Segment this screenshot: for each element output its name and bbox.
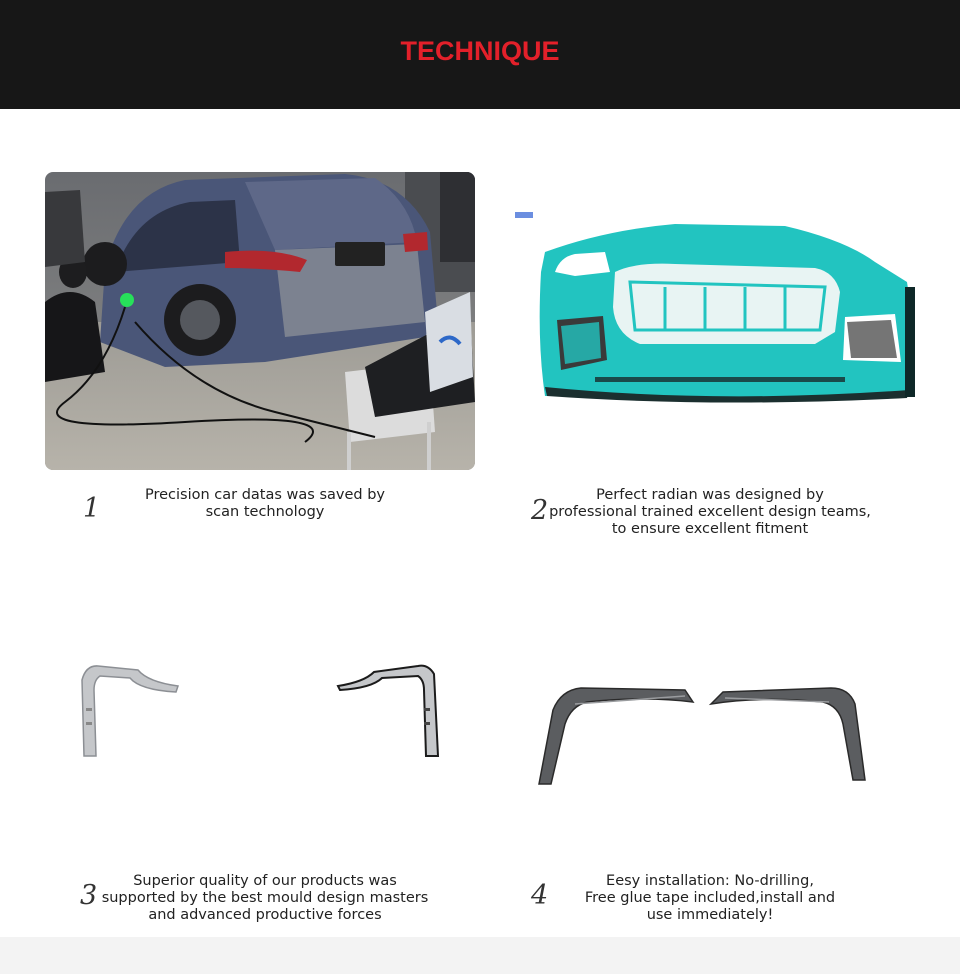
caption-1-line-2: scan technology bbox=[205, 504, 325, 520]
item-number-3: 3 bbox=[80, 880, 98, 911]
caption-1-line-1: Precision car datas was saved by bbox=[144, 487, 385, 503]
silver-trims-image bbox=[78, 660, 443, 760]
caption-3-line-1: Superior quality of our products was bbox=[133, 873, 397, 889]
item-number-1: 1 bbox=[83, 493, 101, 524]
caption-3-line-3: and advanced productive forces bbox=[148, 907, 382, 923]
item-number-2: 2 bbox=[531, 495, 549, 526]
caption-3 bbox=[95, 873, 435, 924]
scanning-photo bbox=[45, 172, 475, 470]
caption-4-line-2: Free glue tape included,install and bbox=[584, 890, 836, 906]
caption-2 bbox=[545, 487, 875, 538]
item-number-4: 4 bbox=[531, 880, 549, 911]
page-title: TECHNIQUE bbox=[400, 36, 560, 66]
caption-4 bbox=[570, 873, 850, 924]
dark-trims-image bbox=[535, 680, 870, 788]
footer-band bbox=[0, 937, 960, 974]
caption-2-line-3: to ensure excellent fitment bbox=[611, 521, 809, 537]
caption-4-line-3: use immediately! bbox=[646, 907, 774, 923]
caption-1 bbox=[110, 487, 420, 521]
caption-2-line-2: professional trained excellent design teams, bbox=[549, 504, 871, 520]
scan-render bbox=[515, 212, 920, 408]
caption-4-line-1: Eesy installation: No-drilling, bbox=[606, 873, 814, 889]
caption-2-line-1: Perfect radian was designed by bbox=[596, 487, 824, 503]
header-banner bbox=[0, 0, 960, 109]
caption-3-line-2: supported by the best mould design masters bbox=[101, 890, 429, 906]
